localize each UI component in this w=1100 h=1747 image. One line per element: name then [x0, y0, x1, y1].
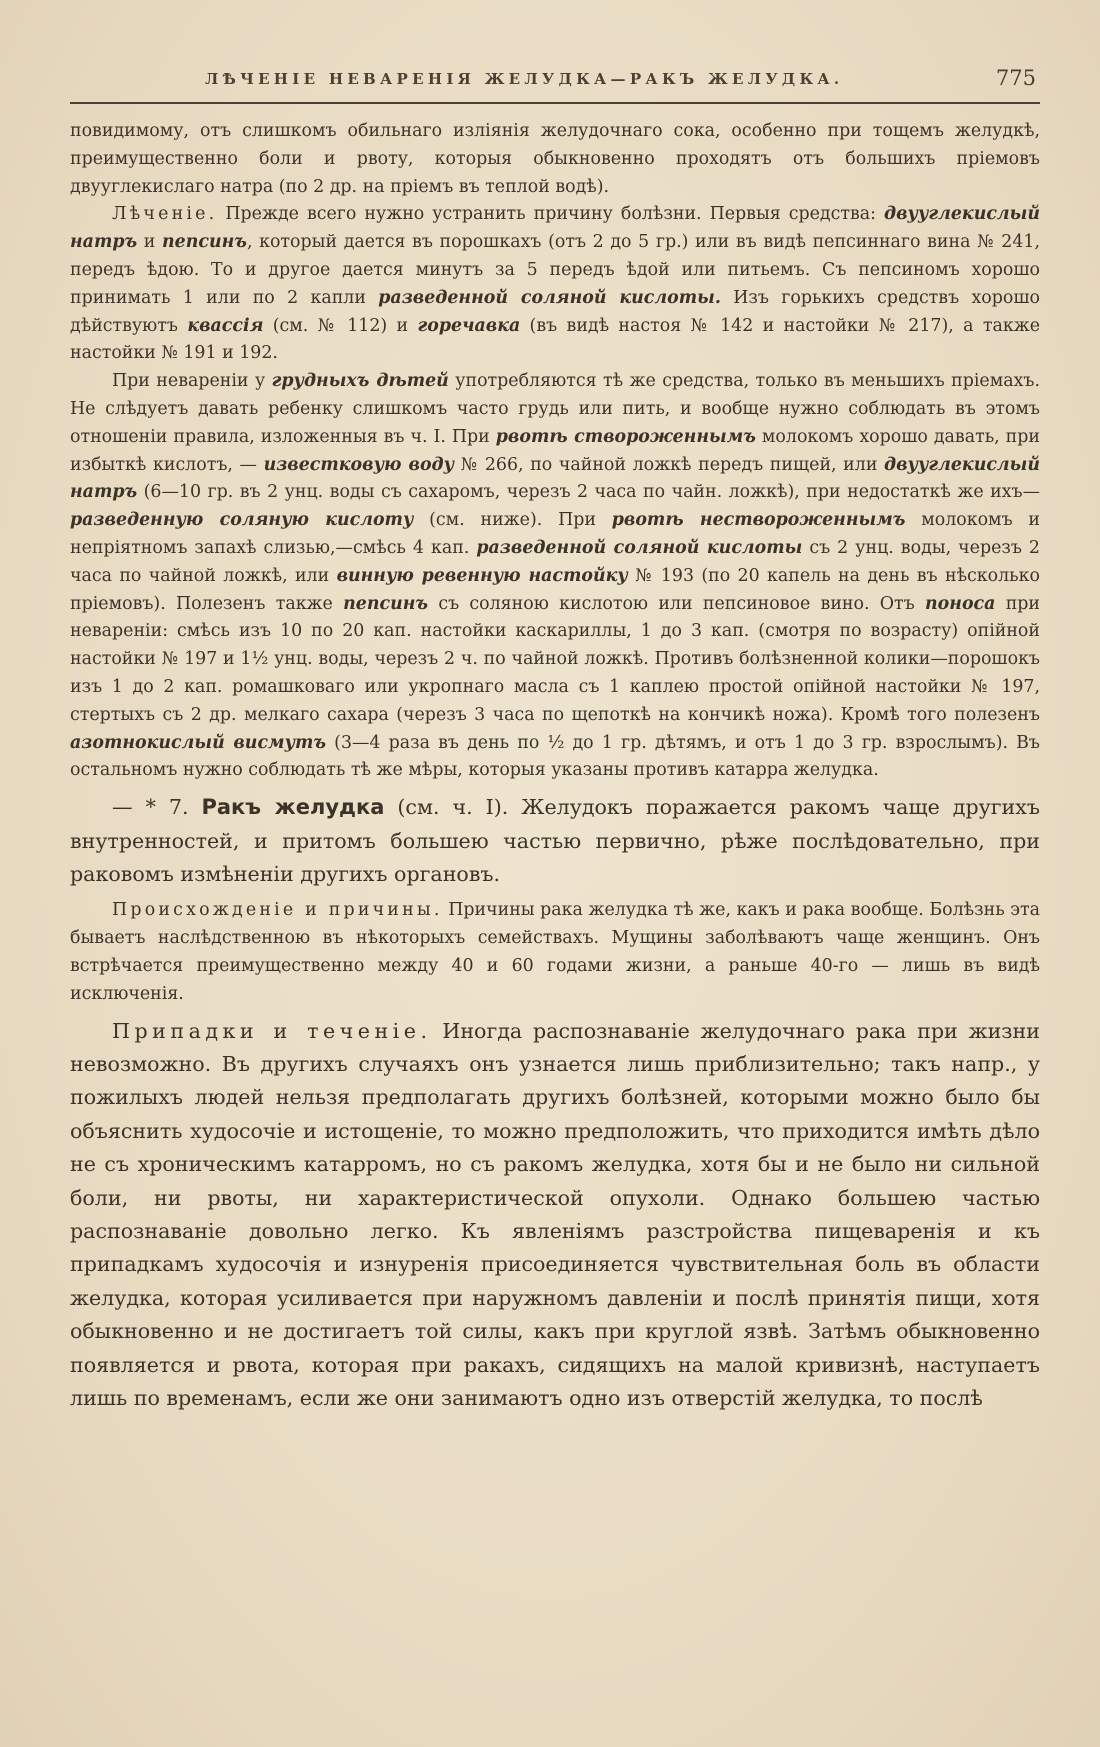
text-run: при невареніи: смѣсь изъ 10 по 20 кап. настойки каскариллы, 1 до 3 кап. (смотря по возрасту) опійной настойки № 197 и 1½ унц. воды, черезъ 2 ч. по чайной ложкѣ. Противъ болѣзненной колики—порошокъ изъ 1 до 2 кап. ромашковаго или укропнаго масла съ 1 каплею простой опійной настойки № 197, стертыхъ съ 2 др. мелкаго сахара (черезъ 3 часа по щепоткѣ на кончикѣ ножа). Кромѣ того полезенъ	[70, 593, 1041, 725]
italic-term: азотнокислый висмутъ	[70, 732, 327, 753]
italic-term: двууглекислый натръ	[70, 454, 1040, 503]
text-run: съ 2 унц. воды, черезъ 2 часа по чайной ложкѣ, или	[70, 537, 1041, 586]
section-label-symptoms: Припадки и теченіе.	[112, 1018, 432, 1043]
running-title: ЛѢЧЕНІЕ НЕВАРЕНІЯ ЖЕЛУДКА—РАКЪ ЖЕЛУДКА.	[205, 70, 844, 88]
italic-term: грудныхъ дѣтей	[271, 371, 449, 392]
text-run: (3—4 раза въ день по ½ до 1 гр. дѣтямъ, и отъ 1 до 3 гр. взрослымъ). Въ остальномъ нужно соблюдать тѣ же мѣры, которыя указаны противъ катарра желудка.	[70, 732, 1040, 781]
text-run: съ соляною кислотою или пепсиновое вино. Отъ	[428, 593, 926, 614]
text-run: и	[137, 232, 163, 253]
text-run: , который дается въ порошкахъ (отъ 2 до 5 гр.) или въ видѣ пепсиннаго вина № 241, передъ ѣдою. То и другое дается минутъ за 5 передъ ѣдой или питьемъ. Съ пепсиномъ хорошо принимать 1 или по 2 капли	[70, 232, 1040, 308]
italic-term: известковую воду	[263, 454, 455, 475]
italic-term: рвотѣ створоженнымъ	[495, 426, 756, 447]
section-heading: Ракъ желудка	[201, 795, 385, 820]
section-label-origin: Происхожденіе и причины.	[112, 900, 443, 921]
italic-term: рвотѣ нествороженнымъ	[611, 510, 906, 531]
text-run: Причины рака желудка тѣ же, какъ и рака вообще. Болѣзнь эта бываетъ наслѣдственною въ нѣкоторыхъ семействахъ. Мущины заболѣваютъ чаще женщинъ. Онъ встрѣчается преимущественно между 40 и 60 годами жизни, а раньше 40-го — лишь въ видѣ исключенія.	[70, 900, 1040, 1004]
text-run: молокомъ и непріятномъ запахѣ слизью,—смѣсь 4 кап.	[70, 510, 1041, 558]
italic-term: разведенной соляной кислоты	[476, 537, 803, 558]
text-run: Иногда распознаваніе желудочнаго рака при жизни невозможно. Въ другихъ случаяхъ онъ узнается лишь приблизительно; такъ напр., у пожилыхъ людей нельзя предполагать другихъ болѣзней, которыми можно было бы объяснить худосочіе и истощеніе, то можно предположить, что приходится имѣть дѣло не съ хроническимъ катарромъ, но съ ракомъ желудка, хотя бы и не было ни сильной боли, ни рвоты, ни характеристической опухоли. Однако большею частью распознаваніе довольно легко. Къ явленіямъ разстройства пищеваренія и къ припадкамъ худосочія и изнуренія присоединяется чувствительная боль въ области желудка, которая усиливается при наружномъ давленіи и послѣ принятія пищи, хотя обыкновенно и не достигаетъ той силы, какъ при круглой язвѣ. Затѣмъ обыкновенно появляется и рвота, которая при ракахъ, сидящихъ на малой кривизнѣ, наступаетъ лишь по временамъ, если же они занимаютъ одно изъ отверстій желудка, то послѣ	[70, 1018, 1040, 1410]
italic-term: винную ревенную настойку	[336, 565, 628, 586]
italic-term: пепсинъ	[162, 232, 247, 253]
text-run: № 266, по чайной ложкѣ передъ пищей, или	[454, 454, 885, 475]
paragraph-infants	[70, 368, 1040, 785]
text-run: (въ видѣ настоя № 142 и настойки № 217), а также настойки № 191 и 192.	[70, 315, 1040, 364]
text-run: (см. № 112) и	[263, 315, 418, 336]
text-run: При невареніи у	[112, 371, 272, 392]
text-run: (см. ниже). При	[413, 510, 612, 531]
text-run: (6—10 гр. въ 2 унц. воды съ сахаромъ, черезъ 2 часа по чайн. ложкѣ), при недостаткѣ же ихъ—	[137, 482, 1040, 503]
italic-term: горечавка	[417, 315, 521, 336]
text-run: (см. ч. I). Желудокъ поражается ракомъ чаще другихъ внутренностей, и притомъ большею частью первично, рѣже послѣдовательно, при раковомъ измѣненіи другихъ органовъ.	[70, 795, 1040, 886]
section-number: — * 7.	[112, 795, 202, 820]
italic-term: поноса	[925, 593, 996, 614]
italic-term: разведенную соляную кислоту	[70, 510, 414, 531]
paragraph-1-text: повидимому, отъ слишкомъ обильнаго изліянія желудочнаго сока, особенно при тощемъ желудкѣ, преимущественно боли и рвоту, которыя обыкновенно проходятъ отъ большихъ пріемовъ двууглекислаго натра (по 2 др. на пріемъ въ теплой водѣ).	[70, 121, 1040, 197]
italic-term: разведенной соляной кислоты.	[378, 287, 721, 308]
page-number: 775	[995, 66, 1036, 90]
text-run: Изъ горькихъ средствъ хорошо дѣйствуютъ	[70, 287, 1040, 336]
text-run: употребляются тѣ же средства, только въ меньшихъ пріемахъ. Не слѣдуетъ давать ребенку слишкомъ часто грудь или пить, и вообще нужно соблюдать въ этомъ отношеніи правила, изложенныя въ ч. I. При	[70, 371, 1040, 447]
page-body	[70, 118, 1040, 1415]
italic-term: двууглекислый натръ	[70, 204, 1040, 253]
paragraph-stomach-cancer	[70, 791, 1040, 891]
paragraph-treatment	[70, 201, 1040, 368]
running-header	[70, 62, 1040, 104]
text-run: молокомъ хорошо давать, при избыткѣ кислотъ, —	[70, 426, 1041, 475]
paragraph-symptoms	[70, 1015, 1040, 1416]
text-run: Прежде всего нужно устранить причину болѣзни. Первыя средства:	[217, 204, 885, 225]
section-label-treatment: Лѣченіе.	[112, 204, 218, 225]
italic-term: квассія	[187, 315, 264, 336]
paragraph-1	[70, 118, 1040, 201]
italic-term: пепсинъ	[343, 593, 429, 614]
paragraph-origin	[70, 897, 1040, 1008]
text-run: № 193 (по 20 капель на день въ нѣсколько пріемовъ). Полезенъ также	[70, 565, 1040, 614]
